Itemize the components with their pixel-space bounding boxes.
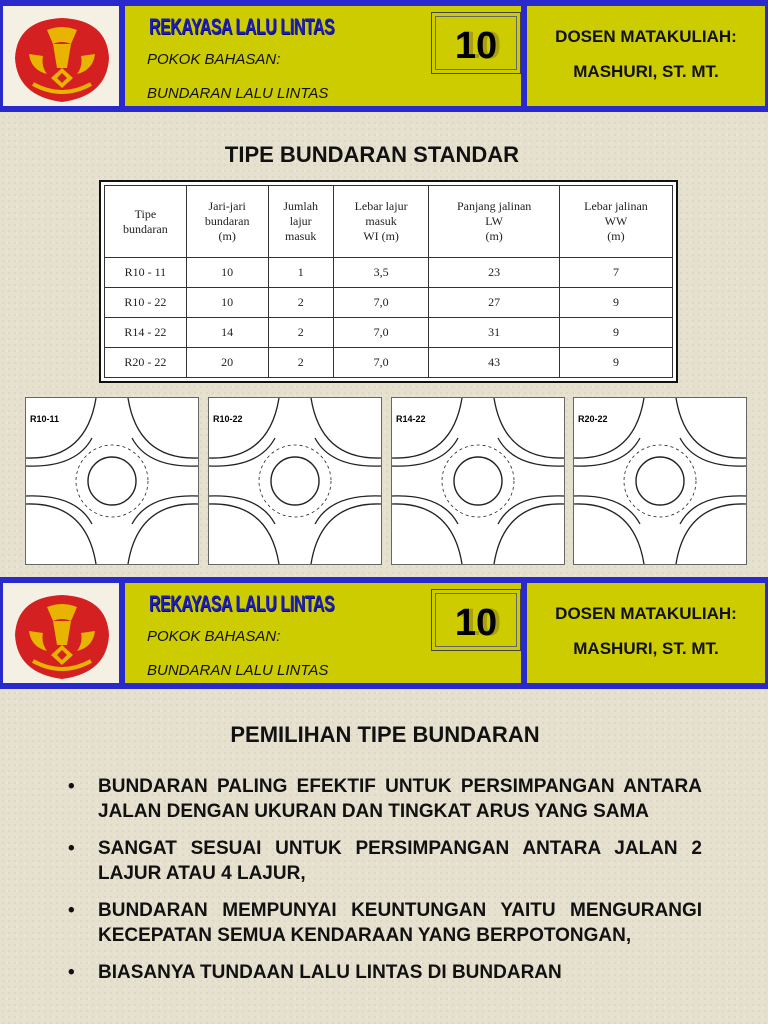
topic-cell [122, 580, 524, 686]
table-cell: 3,5 [333, 258, 428, 288]
university-logo-icon [7, 10, 117, 108]
table-cell: 7,0 [333, 318, 428, 348]
roundabout-spec-table [99, 180, 678, 383]
diagram-label: R10-22 [213, 414, 243, 424]
topic-value: BUNDARAN LALU LINTAS [147, 662, 329, 679]
topic-value: BUNDARAN LALU LINTAS [147, 85, 329, 102]
roundabout-diagram [573, 397, 747, 565]
bullet-icon: • [68, 776, 75, 797]
col-header: Jumlah lajur masuk [268, 186, 333, 258]
lecturer-label: DOSEN MATAKULIAH: [555, 604, 737, 623]
table-cell: 31 [429, 318, 560, 348]
lecturer-cell [524, 580, 768, 686]
bullet-icon: • [68, 962, 75, 983]
list-item [68, 898, 702, 948]
table-cell: 2 [268, 288, 333, 318]
roundabout-diagrams [25, 397, 747, 565]
table-cell: 7 [559, 258, 672, 288]
list-item-text: BIASANYA TUNDAAN LALU LINTAS DI BUNDARAN [98, 962, 562, 983]
topic-label: POKOK BAHASAN: [147, 51, 281, 68]
logo-cell [0, 3, 122, 109]
col-header: Tipe bundaran [105, 186, 187, 258]
col-header: Lebar lajur masuk WI (m) [333, 186, 428, 258]
list-item [68, 836, 702, 886]
col-header: Panjang jalinan LW (m) [429, 186, 560, 258]
course-title: REKAYASA LALU LINTAS [149, 591, 335, 616]
slide-header-1 [0, 0, 768, 112]
slide-header-2 [0, 577, 768, 689]
list-item-text: SANGAT SESUAI UNTUK PERSIMPANGAN ANTARA JALAN 2 LAJUR ATAU 4 LAJUR, [98, 838, 702, 884]
diagram-label: R20-22 [578, 414, 608, 424]
table-cell: 2 [268, 348, 333, 378]
table-cell: R10 - 11 [105, 258, 187, 288]
table-cell: 43 [429, 348, 560, 378]
table-row [105, 288, 673, 318]
table-cell: 7,0 [333, 348, 428, 378]
roundabout-diagram [25, 397, 199, 565]
bullet-icon: • [68, 900, 75, 921]
table-cell: 9 [559, 288, 672, 318]
table-row [105, 348, 673, 378]
topic-label: POKOK BAHASAN: [147, 628, 281, 645]
table-cell: 2 [268, 318, 333, 348]
diagram-label: R10-11 [30, 414, 60, 424]
table-cell: 9 [559, 348, 672, 378]
table-cell: 23 [429, 258, 560, 288]
table-cell: R10 - 22 [105, 288, 187, 318]
list-item [68, 960, 702, 985]
diagram-label: R14-22 [396, 414, 426, 424]
table-cell: 27 [429, 288, 560, 318]
table-cell: 14 [186, 318, 268, 348]
table-cell: 1 [268, 258, 333, 288]
lecturer-label: DOSEN MATAKULIAH: [555, 27, 737, 46]
table-row [105, 258, 673, 288]
chapter-number: 10 [454, 25, 498, 67]
table-cell: 10 [186, 258, 268, 288]
slide2-heading: PEMILIHAN TIPE BUNDARAN [230, 722, 540, 747]
bullet-icon: • [68, 838, 75, 859]
course-title: REKAYASA LALU LINTAS [149, 14, 335, 39]
col-header: Jari-jari bundaran (m) [186, 186, 268, 258]
chapter-number-box [431, 589, 521, 651]
list-item-text: BUNDARAN MEMPUNYAI KEUNTUNGAN YAITU MENGURANGI KECEPATAN SEMUA KENDARAAN YANG BERPOTONGAN, [98, 900, 702, 946]
lecturer-name: MASHURI, ST. MT. [573, 62, 719, 81]
table-cell: 20 [186, 348, 268, 378]
selection-points-list [68, 774, 702, 997]
chapter-number: 10 [454, 602, 498, 644]
logo-cell [0, 580, 122, 686]
col-header: Lebar jalinan WW (m) [559, 186, 672, 258]
topic-cell [122, 3, 524, 109]
table-cell: R20 - 22 [105, 348, 187, 378]
university-logo-icon [7, 587, 117, 685]
table-cell: 9 [559, 318, 672, 348]
table-row [105, 318, 673, 348]
lecturer-cell [524, 3, 768, 109]
list-item [68, 774, 702, 824]
roundabout-diagram [391, 397, 565, 565]
list-item-text: BUNDARAN PALING EFEKTIF UNTUK PERSIMPANGAN ANTARA JALAN DENGAN UKURAN DAN TINGKAT ARUS YANG SAMA [98, 776, 702, 822]
table-cell: R14 - 22 [105, 318, 187, 348]
chapter-number-box [431, 12, 521, 74]
table-cell: 10 [186, 288, 268, 318]
roundabout-diagram [208, 397, 382, 565]
lecturer-name: MASHURI, ST. MT. [573, 639, 719, 658]
table-cell: 7,0 [333, 288, 428, 318]
slide1-heading: TIPE BUNDARAN STANDAR [224, 142, 520, 167]
